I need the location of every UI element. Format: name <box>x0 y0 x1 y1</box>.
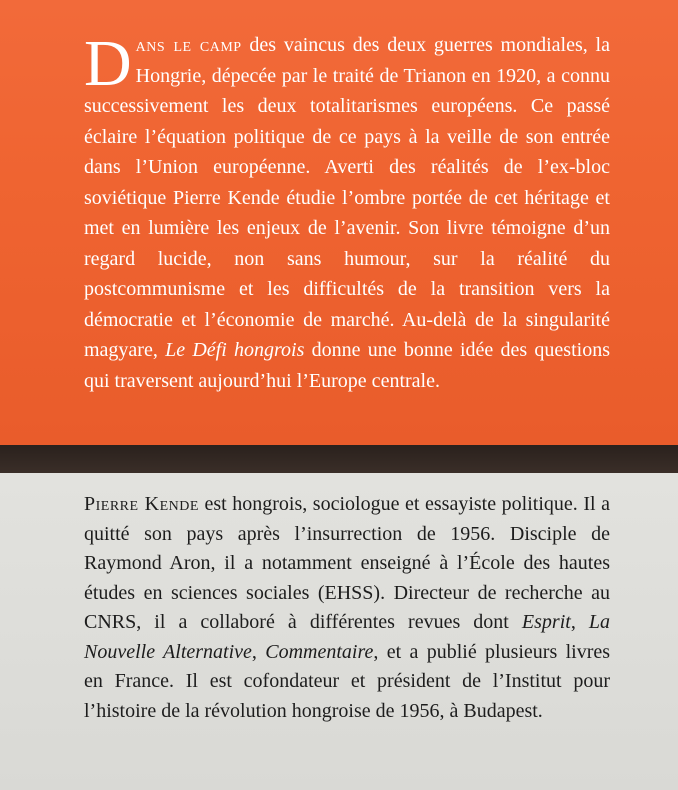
author-name: Pierre Kende <box>84 493 199 515</box>
book-blurb <box>84 27 610 396</box>
blurb-text-part-2: donne une bonne idée des questions qui traversent aujourd’hui l’Europe centrale. <box>84 339 610 392</box>
blurb-text-part-1: des vaincus des deux guerres mondiales, la Hongrie, dépecée par le traité de Trianon en 1920, a connu successivement les deux totalitarismes européens. Ce passé éclaire l’équation politique de ce pays à la veille de son entrée dans l’Union européenne. Averti des réalités de l’ex-bloc soviétique Pierre Kende étudie l’ombre portée de cet héritage et met en lumière les enjeux de l’avenir. Son livre témoigne d’un regard lucide, non sans humour, sur la réalité du postcommunisme et les difficultés de la transition vers la démocratie et l’économie de marché. Au-delà de la singularité magyare, <box>84 34 610 361</box>
blurb-lead-smallcaps: ans le camp <box>135 34 242 56</box>
bio-separator-2: , <box>251 640 266 663</box>
bio-text-part-2: , et a publié plusieurs livres en France. Il est cofondateur et président de l’Institut pour l’histoire de la révolution hongroise de 1956, à Budapest. <box>84 640 611 722</box>
bio-separator-1: , <box>570 611 589 633</box>
journal-nouvelle-alternative: La Nouvelle Alternative <box>84 611 610 663</box>
dark-divider-band <box>0 445 678 473</box>
journal-esprit: Esprit <box>521 611 571 633</box>
journal-commentaire: Commentaire <box>265 640 374 663</box>
bio-text-part-1: est hongrois, sociologue et essayiste politique. Il a quitté son pays après l’insurrection de 1956. Disciple de Raymond Aron, il a notamment enseigné à l’École des hautes études en sciences sociales (EHSS). Directeur de recherche au CNRS, il a collaboré à différentes revues dont <box>84 493 610 633</box>
drop-cap: D <box>84 27 132 100</box>
book-title-italic: Le Défi hongrois <box>165 339 305 361</box>
author-bio <box>84 490 610 726</box>
